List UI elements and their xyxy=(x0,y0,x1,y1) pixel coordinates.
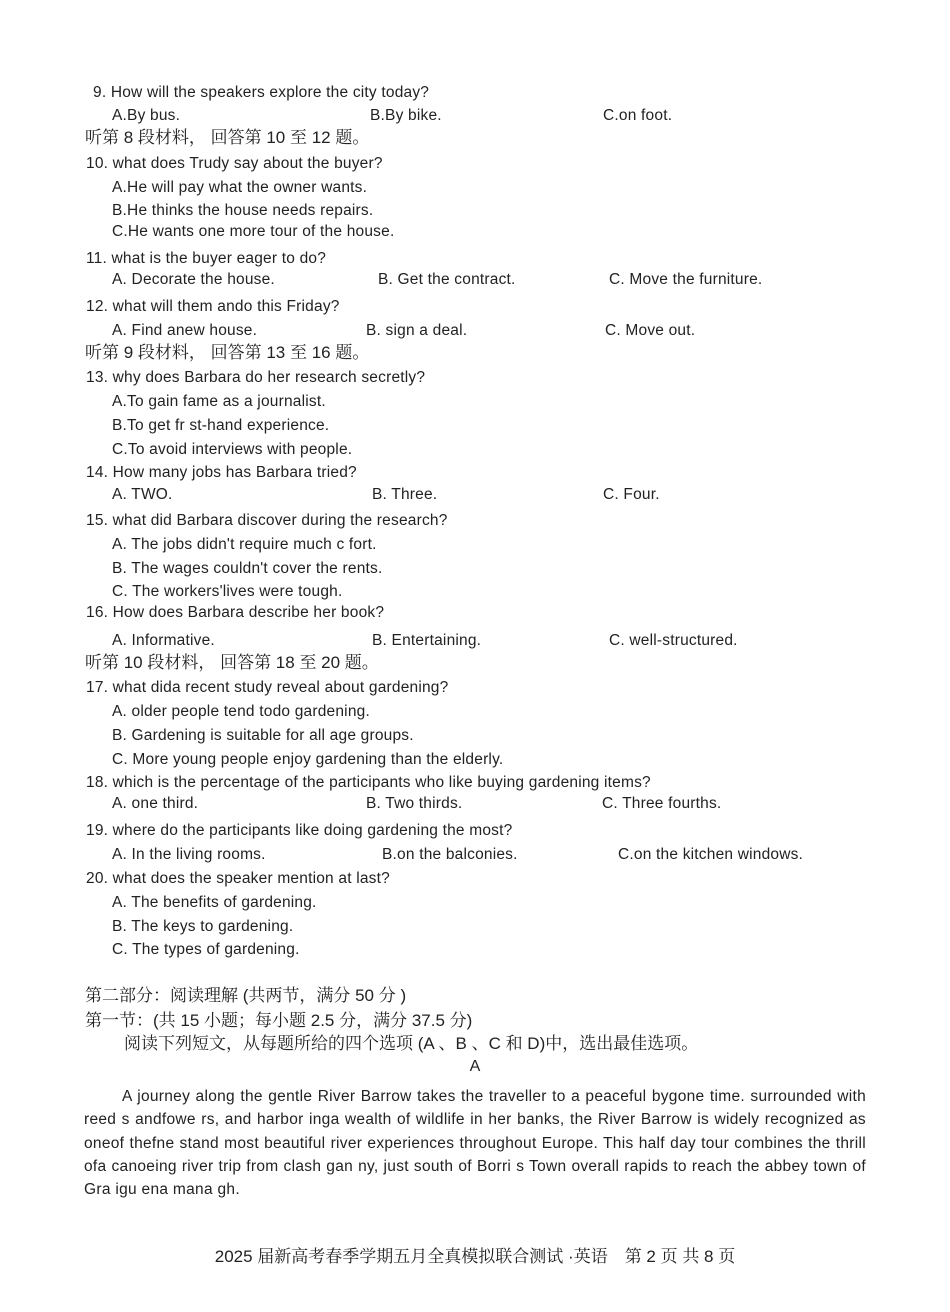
q9-option-c: C.on foot. xyxy=(603,107,673,124)
q20-option-a: A. The benefits of gardening. xyxy=(112,894,317,911)
q16-option-c: C. well-structured. xyxy=(609,632,738,649)
q10-stem: 10. what does Trudy say about the buyer? xyxy=(86,155,383,172)
q11-stem: 11. what is the buyer eager to do? xyxy=(86,250,327,267)
q20-stem: 20. what does the speaker mention at last? xyxy=(86,870,390,887)
q10-option-c: C.He wants one more tour of the house. xyxy=(112,223,395,240)
q13-option-a: A.To gain fame as a journalist. xyxy=(112,393,326,410)
q18-stem: 18. which is the percentage of the participants who like buying gardening items? xyxy=(86,774,651,791)
passage-text: A journey along the gentle River Barrow takes the traveller to a peaceful bygone time. surrounded with reed s andfowe rs, and harbor inga wealth of wildlife in her banks, the River Barrow is widely recognized as oneof thefne stand most beautiful river experiences throughout Europe. This half day tour combines the thrill ofa canoeing river trip from clash gan ny, just south of Borri s Town overall rapids to reach the abbey town of Gra igu ena mana gh. xyxy=(84,1088,866,1199)
part-two-heading: 第二部分：阅读理解 (共两节，满分 50 分 ) xyxy=(85,986,407,1005)
section-9-heading: 听第 9 段材料， 回答第 13 至 16 题。 xyxy=(85,343,370,362)
reading-instruction: 阅读下列短文，从每题所给的四个选项 (A 、B 、C 和 D)中，选出最佳选项。 xyxy=(124,1034,699,1053)
q12-option-a: A. Find anew house. xyxy=(112,322,258,339)
q15-option-b: B. The wages couldn't cover the rents. xyxy=(112,560,383,577)
q14-stem: 14. How many jobs has Barbara tried? xyxy=(86,464,357,481)
q16-option-a: A. Informative. xyxy=(112,632,215,649)
q16-option-b: B. Entertaining. xyxy=(372,632,482,649)
q11-option-b: B. Get the contract. xyxy=(378,271,516,288)
q13-option-b: B.To get fr st-hand experience. xyxy=(112,417,330,434)
q20-option-c: C. The types of gardening. xyxy=(112,941,300,958)
q18-option-c: C. Three fourths. xyxy=(602,795,722,812)
q17-option-c: C. More young people enjoy gardening than the elderly. xyxy=(112,751,504,768)
q12-stem: 12. what will them ando this Friday? xyxy=(86,298,340,315)
q11-option-a: A. Decorate the house. xyxy=(112,271,275,288)
q12-option-c: C. Move out. xyxy=(605,322,696,339)
q14-option-a: A. TWO. xyxy=(112,486,173,503)
q17-stem: 17. what dida recent study reveal about gardening? xyxy=(86,679,449,696)
q14-option-b: B. Three. xyxy=(372,486,438,503)
q19-stem: 19. where do the participants like doing gardening the most? xyxy=(86,822,513,839)
page-footer: 2025 届新高考春季学期五月全真模拟联合测试 ·英语 第 2 页 共 8 页 xyxy=(214,1247,736,1266)
section-one-heading: 第一节：(共 15 小题；每小题 2.5 分，满分 37.5 分) xyxy=(85,1011,473,1030)
q10-option-a: A.He will pay what the owner wants. xyxy=(112,179,368,196)
q12-option-b: B. sign a deal. xyxy=(366,322,468,339)
section-8-heading: 听第 8 段材料， 回答第 10 至 12 题。 xyxy=(85,128,370,147)
q11-option-c: C. Move the furniture. xyxy=(609,271,763,288)
q18-option-a: A. one third. xyxy=(112,795,199,812)
q9-stem: 9. How will the speakers explore the city today? xyxy=(93,84,430,101)
passage-label: A xyxy=(469,1058,481,1075)
q9-option-b: B.By bike. xyxy=(370,107,442,124)
q15-option-a: A. The jobs didn't require much c fort. xyxy=(112,536,377,553)
q19-option-b: B.on the balconies. xyxy=(382,846,518,863)
q16-stem: 16. How does Barbara describe her book? xyxy=(86,604,385,621)
q13-stem: 13. why does Barbara do her research secretly? xyxy=(86,369,426,386)
q17-option-b: B. Gardening is suitable for all age groups. xyxy=(112,727,414,744)
q17-option-a: A. older people tend todo gardening. xyxy=(112,703,370,720)
q13-option-c: C.To avoid interviews with people. xyxy=(112,441,353,458)
q9-option-a: A.By bus. xyxy=(112,107,181,124)
q15-option-c: C. The workers'lives were tough. xyxy=(112,583,343,600)
q10-option-b: B.He thinks the house needs repairs. xyxy=(112,202,374,219)
section-10-heading: 听第 10 段材料， 回答第 18 至 20 题。 xyxy=(85,653,379,672)
q18-option-b: B. Two thirds. xyxy=(366,795,463,812)
q14-option-c: C. Four. xyxy=(603,486,660,503)
q19-option-c: C.on the kitchen windows. xyxy=(618,846,804,863)
q15-stem: 15. what did Barbara discover during the research? xyxy=(86,512,448,529)
q19-option-a: A. In the living rooms. xyxy=(112,846,266,863)
q20-option-b: B. The keys to gardening. xyxy=(112,918,294,935)
